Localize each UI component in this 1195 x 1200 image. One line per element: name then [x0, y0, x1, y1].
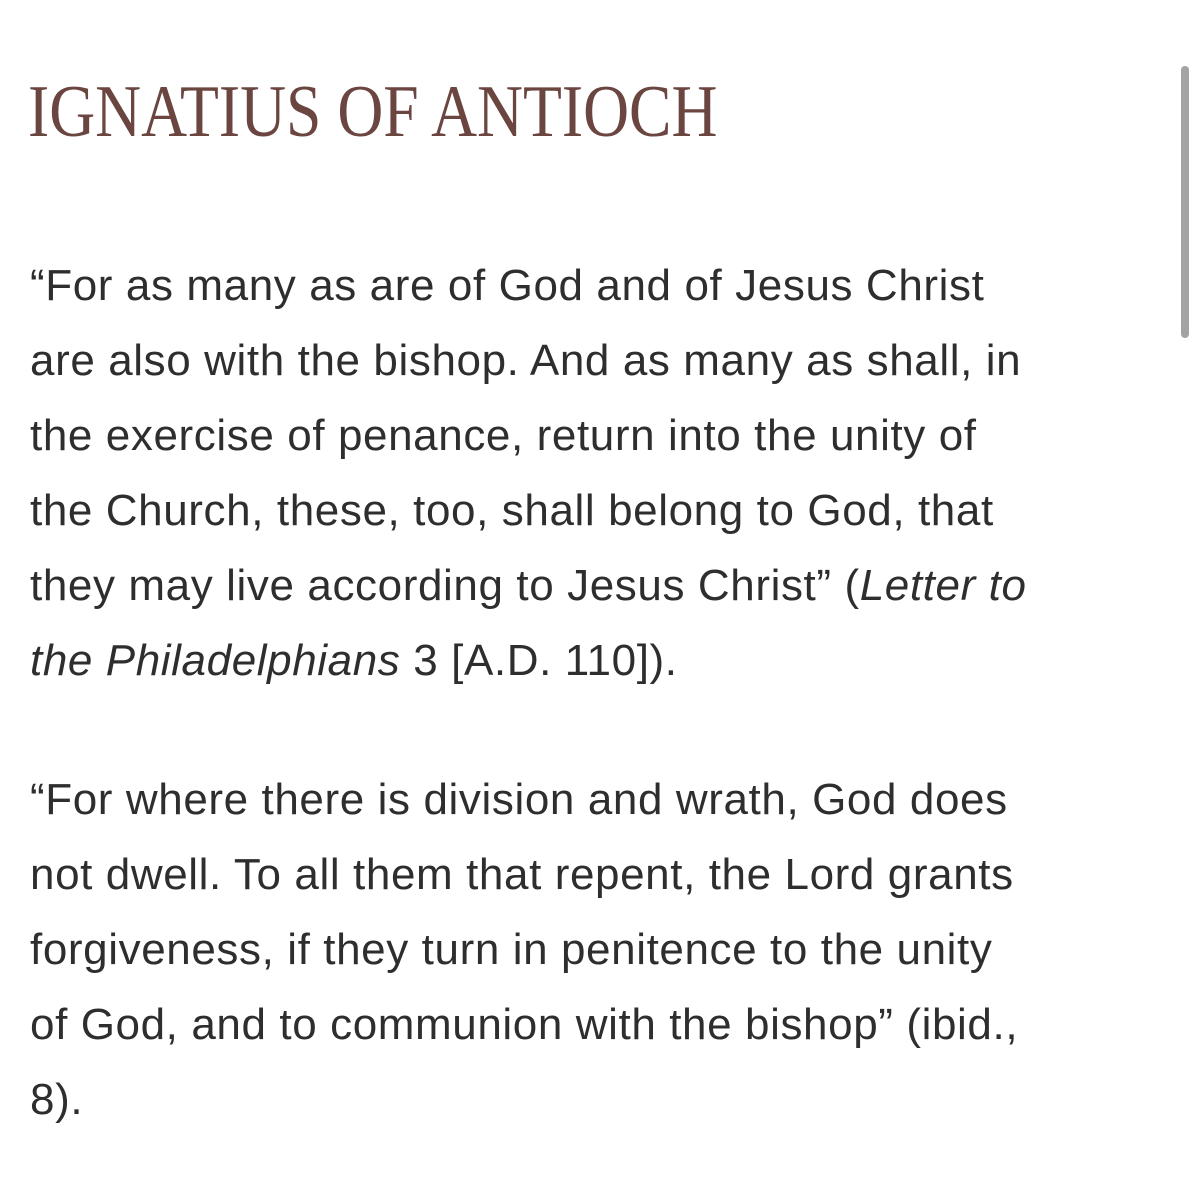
section-heading: IGNATIUS OF ANTIOCH [28, 71, 718, 153]
quote-paragraph-2 [30, 762, 1160, 1137]
quote-paragraph-1 [30, 248, 1160, 698]
quote-line: the exercise of penance, return into the unity of [30, 411, 977, 460]
quote-line: are also with the bishop. And as many as shall, in [30, 336, 1022, 385]
quote-line: of God, and to communion with the bishop” (ibid., [30, 1000, 1019, 1049]
quote-line: “For where there is division and wrath, God does [30, 775, 1008, 824]
quote-line: forgiveness, if they turn in penitence to the unity [30, 925, 993, 974]
citation-title: the Philadelphians [30, 636, 401, 685]
citation-title: Letter to [859, 561, 1027, 610]
quote-line: not dwell. To all them that repent, the Lord grants [30, 850, 1014, 899]
vertical-scrollbar[interactable] [1181, 66, 1189, 338]
citation-reference: 3 [A.D. 110]). [400, 636, 678, 685]
quote-text: they may live according to Jesus Christ” ( [30, 561, 860, 610]
quote-line: 8). [30, 1075, 84, 1124]
quote-line [30, 548, 1160, 623]
quote-line: “For as many as are of God and of Jesus Christ [30, 261, 985, 310]
quote-line: the Church, these, too, shall belong to God, that [30, 486, 994, 535]
quote-line [30, 623, 1160, 698]
